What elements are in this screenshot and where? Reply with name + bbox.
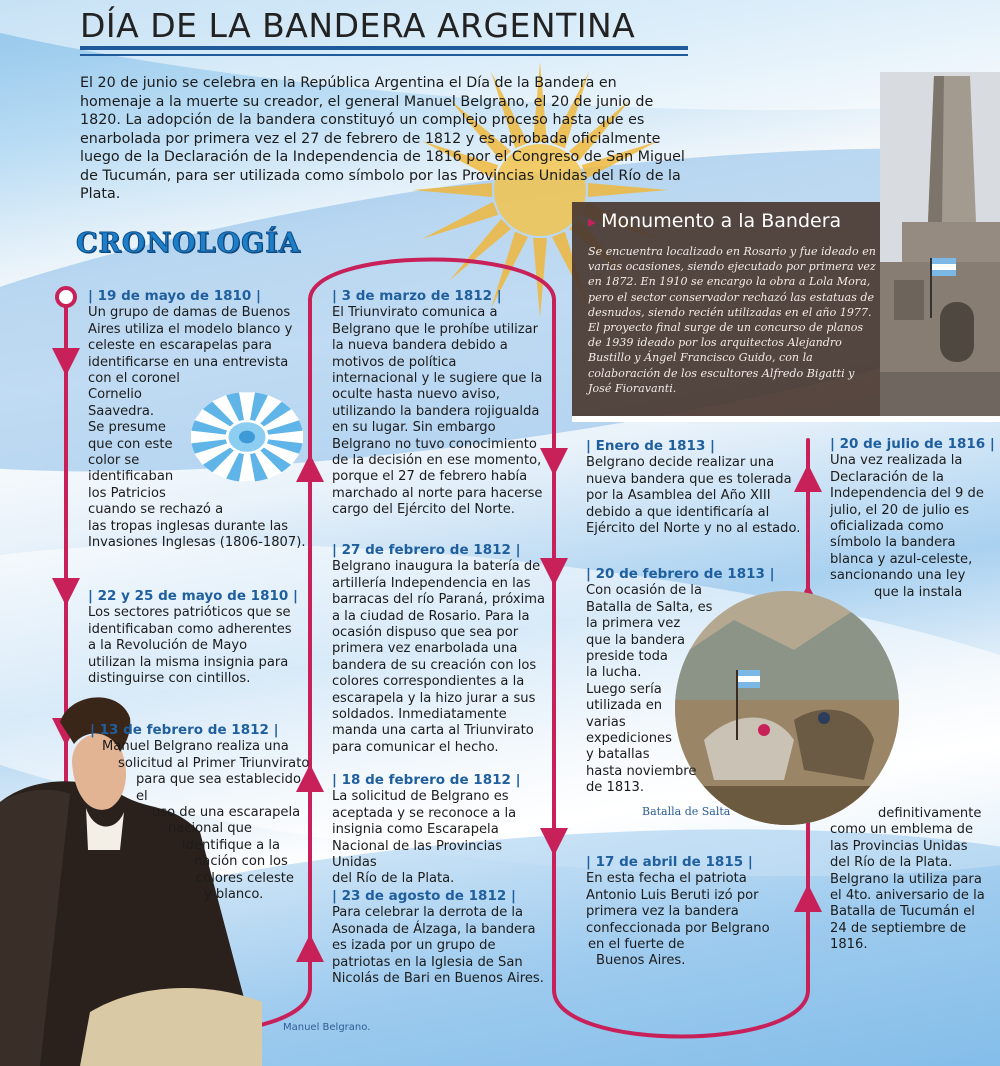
entry-line: oculte hasta nuevo aviso, — [332, 387, 500, 403]
entry-date: | Enero de 1813 | — [586, 438, 715, 454]
monument-text: Se encuentra localizado en Rosario y fue ideado en varias ocasiones, siendo ejecutado por primera vez en 1872. En 1910 se encargo la obra a Lola Mora, pero el sector conservador rechazó las estatuas de desnudos, siendo recién utilizadas en el año 1977. El proyecto final surge de un concurso de planos de 1939 ideado por los arquitectos Alejandro Bustillo y Ángel Francisco Guido, con la colaboración de los escultores Alfredo Bigatti y José Fioravanti. — [588, 245, 876, 395]
timeline-entry-18-febrero-1812 — [332, 772, 547, 888]
entry-line: marchado al norte para hacerse — [332, 485, 543, 501]
entry-line: Ejército del Norte y no al estado. — [586, 521, 801, 537]
entry-line: hasta noviembre — [586, 763, 697, 779]
entry-line: solicitud al Primer Triunvirato — [118, 755, 310, 771]
page-title: DÍA DE LA BANDERA ARGENTINA — [80, 6, 636, 45]
entry-line: cargo del Ejército del Norte. — [332, 502, 515, 518]
entry-line: identificarse en una entrevista — [88, 354, 289, 370]
entry-line: Aires utiliza el modelo blanco y — [88, 321, 293, 337]
entry-line: la primera vez — [586, 616, 681, 632]
entry-date: | 13 de febrero de 1812 | — [90, 722, 279, 738]
entry-line: para que sea establecido el — [136, 772, 301, 804]
entry-line: Un grupo de damas de Buenos — [88, 305, 291, 321]
entry-line: de 1813. — [586, 780, 645, 796]
entry-date: | 3 de marzo de 1812 | — [332, 288, 502, 304]
entry-line: ocasión dispuso que sea por — [332, 625, 519, 641]
entry-date: | 20 de julio de 1816 | — [830, 436, 995, 452]
entry-line: Cornelio — [88, 387, 142, 403]
entry-line: Se presume — [88, 420, 166, 436]
entry-line: los Patricios — [88, 485, 166, 501]
entry-line: En esta fecha el patriota — [586, 871, 747, 887]
entry-line: en el fuerte de — [588, 937, 685, 953]
entry-date: | 27 de febrero de 1812 | — [332, 542, 521, 558]
entry-line: a la ciudad de Rosario. Para la — [332, 608, 530, 624]
entry-line: Buenos Aires. — [596, 953, 686, 969]
entry-line: Belgrano no tuvo conocimiento — [332, 436, 537, 452]
entry-line: Una vez realizada la — [830, 453, 963, 469]
entry-line: color se — [88, 453, 140, 469]
entry-line: la lucha. — [586, 665, 642, 681]
entry-line: de la decisión en ese momento, — [332, 453, 542, 469]
entry-line: soldados. Inmediatamente — [332, 707, 507, 723]
entry-line: definitivamente — [878, 806, 982, 821]
entry-line: Invasiones Inglesas (1806-1807). — [88, 535, 306, 551]
entry-line: blanca y azul-celeste, — [830, 551, 973, 567]
entry-line: Para celebrar la derrota de la — [332, 905, 524, 921]
entry-line: internacional y le sugiere que la — [332, 371, 543, 387]
entry-line: Batalla de Salta, es — [586, 599, 713, 615]
entry-line: símbolo la bandera — [830, 535, 956, 551]
entry-line: Independencia del 9 de — [830, 486, 984, 502]
entry-line: celeste en escarapelas para — [88, 338, 272, 354]
entry-line: Luego sería — [586, 681, 662, 697]
entry-line: Batalla de Tucumán el — [830, 904, 975, 920]
entry-line: que la instala — [874, 584, 963, 600]
entry-line: El Triunvirato comunica a — [332, 305, 498, 321]
entry-line: del Río de la Plata. — [332, 871, 455, 887]
timeline-entry-enero-1813 — [586, 438, 801, 537]
entry-line: primera vez la bandera — [586, 904, 739, 920]
timeline-entry-3-marzo-1812 — [332, 288, 547, 519]
entry-date: | 18 de febrero de 1812 | — [332, 772, 521, 788]
entry-line: colores correspondientes a la — [332, 674, 525, 690]
entry-line: insignia como Escarapela — [332, 822, 499, 838]
entry-date: | 23 de agosto de 1812 | — [332, 888, 516, 904]
entry-line: cuando se rechazó a — [88, 502, 224, 518]
entry-line: identifique a la — [182, 837, 280, 853]
entry-line: Con ocasión de la — [586, 583, 702, 599]
entry-line: es izada por un grupo de — [332, 938, 496, 954]
entry-line: identificaban como adherentes — [88, 621, 292, 637]
entry-line: colores celeste — [196, 870, 294, 886]
entry-line: Los sectores patrióticos que se — [88, 605, 291, 621]
entry-line: Belgrano inaugura la batería de — [332, 559, 541, 575]
entry-line: que con este — [88, 436, 173, 452]
entry-line: Nacional de las Provincias Unidas — [332, 838, 503, 871]
timeline-entry-20-julio-1816-continuation — [830, 806, 998, 954]
entry-line: nación con los — [194, 854, 288, 870]
timeline-entry-27-febrero-1812 — [332, 542, 547, 756]
entry-line: el 4to. aniversario de la — [830, 888, 985, 904]
entry-line: expediciones — [586, 731, 672, 747]
entry-line: motivos de política — [332, 354, 457, 370]
entry-line: por la Asamblea del Año XIII — [586, 488, 771, 504]
entry-line: Nicolás de Bari en Buenos Aires. — [332, 971, 544, 987]
entry-date: | 17 de abril de 1815 | — [586, 854, 753, 870]
entry-line: las tropas inglesas durante las — [88, 518, 289, 534]
entry-line: Saavedra. — [88, 403, 155, 419]
intro-paragraph: El 20 de junio se celebra en la República Argentina el Día de la Bandera en homenaje a la muerte su creador, el general Manuel Belgrano, el 20 de junio de 1820. La adopción de la bandera constituyó un complejo proceso hasta que es enarbolada por primera vez el 27 de febrero de 1812 y es aprobada oficialmente luego de la Declaración de la Independencia de 1816 por el Congreso de San Miguel de Tucumán, para ser utilizada como símbolo por las Provincias Unidas del Río de la Plata. — [80, 75, 685, 202]
entry-line: y blanco. — [204, 887, 264, 903]
entry-line: y batallas — [586, 747, 650, 763]
entry-line: uso de una escarapela — [152, 805, 301, 821]
entry-line: debido a que identificaría al — [586, 504, 770, 520]
monument-title: ▸ Monumento a la Bandera — [588, 210, 842, 232]
timeline-entry-13-febrero-1812 — [90, 722, 310, 903]
entry-line: varias — [586, 714, 626, 730]
entry-line: Belgrano la utiliza para — [830, 871, 982, 887]
entry-line: barracas del río Paraná, próxima — [332, 592, 546, 608]
entry-line: oficializada como — [830, 519, 944, 535]
entry-line: Antonio Luis Beruti izó por — [586, 887, 759, 903]
entry-line: con el coronel — [88, 371, 180, 387]
entry-line: que la bandera — [586, 632, 686, 648]
entry-line: preside toda — [586, 649, 668, 665]
entry-date: | 20 de febrero de 1813 | — [586, 566, 775, 582]
entry-line: del Río de la Plata. — [830, 855, 953, 871]
timeline-entry-22-25-mayo-1810 — [88, 588, 313, 687]
timeline-entry-17-abril-1815 — [586, 854, 801, 970]
monument-title-text: Monumento a la Bandera — [601, 210, 842, 232]
entry-line: para comunicar el hecho. — [332, 739, 499, 755]
entry-line: manda una carta al Triunvirato — [332, 723, 534, 739]
entry-line: artillería Independencia en las — [332, 575, 531, 591]
entry-line: Asonada de Álzaga, la bandera — [332, 921, 536, 937]
entry-line: Belgrano decide realizar una — [586, 455, 775, 471]
entry-line: en su lugar. Sin embargo — [332, 420, 496, 436]
entry-line: 24 de septiembre de — [830, 920, 967, 936]
entry-line: sancionando una ley — [830, 568, 966, 584]
entry-line: Manuel Belgrano realiza una — [102, 739, 289, 755]
entry-date: | 22 y 25 de mayo de 1810 | — [88, 588, 298, 604]
entry-line: bandera de su creación con los — [332, 657, 537, 673]
entry-line: distinguirse con cintillos. — [88, 671, 251, 687]
entry-line: nueva bandera que es tolerada — [586, 471, 792, 487]
timeline-entry-23-agosto-1812 — [332, 888, 547, 987]
entry-line: utilizan la misma insignia para — [88, 654, 289, 670]
entry-line: julio, el 20 de julio es — [830, 502, 970, 518]
timeline-entry-20-febrero-1813 — [586, 566, 786, 797]
entry-line: como un emblema de — [830, 822, 974, 838]
entry-line: aceptada y se reconoce a la — [332, 805, 517, 821]
section-title-cronologia: CRONOLOGÍA — [76, 228, 301, 259]
entry-line: confeccionada por Belgrano — [586, 920, 770, 936]
battle-caption: Batalla de Salta — [642, 805, 731, 818]
entry-line: utilizando la bandera rojigualda — [332, 403, 540, 419]
entry-line: Belgrano que le prohíbe utilizar — [332, 321, 539, 337]
entry-line: Declaración de la — [830, 469, 944, 485]
entry-line: utilizada en — [586, 698, 663, 714]
entry-line: a la Revolución de Mayo — [88, 638, 248, 654]
entry-line: la nueva bandera debido a — [332, 338, 508, 354]
entry-line: nacional que — [168, 821, 252, 837]
entry-line: 1816. — [830, 937, 868, 953]
entry-line: primera vez enarbolada una — [332, 641, 518, 657]
entry-line: las Provincias Unidas — [830, 838, 968, 854]
entry-line: patriotas en la Iglesia de San — [332, 954, 523, 970]
entry-date: | 19 de mayo de 1810 | — [88, 288, 261, 304]
entry-line: escarapela y la hizo jurar a sus — [332, 690, 536, 706]
belgrano-caption: Manuel Belgrano. — [283, 1022, 371, 1033]
entry-line: identificaban — [88, 469, 174, 485]
entry-line: La solicitud de Belgrano es — [332, 789, 509, 805]
timeline-entry-19-mayo-1810 — [88, 288, 318, 552]
entry-line: porque el 27 de febrero había — [332, 469, 528, 485]
timeline-entry-20-julio-1816 — [830, 436, 998, 601]
